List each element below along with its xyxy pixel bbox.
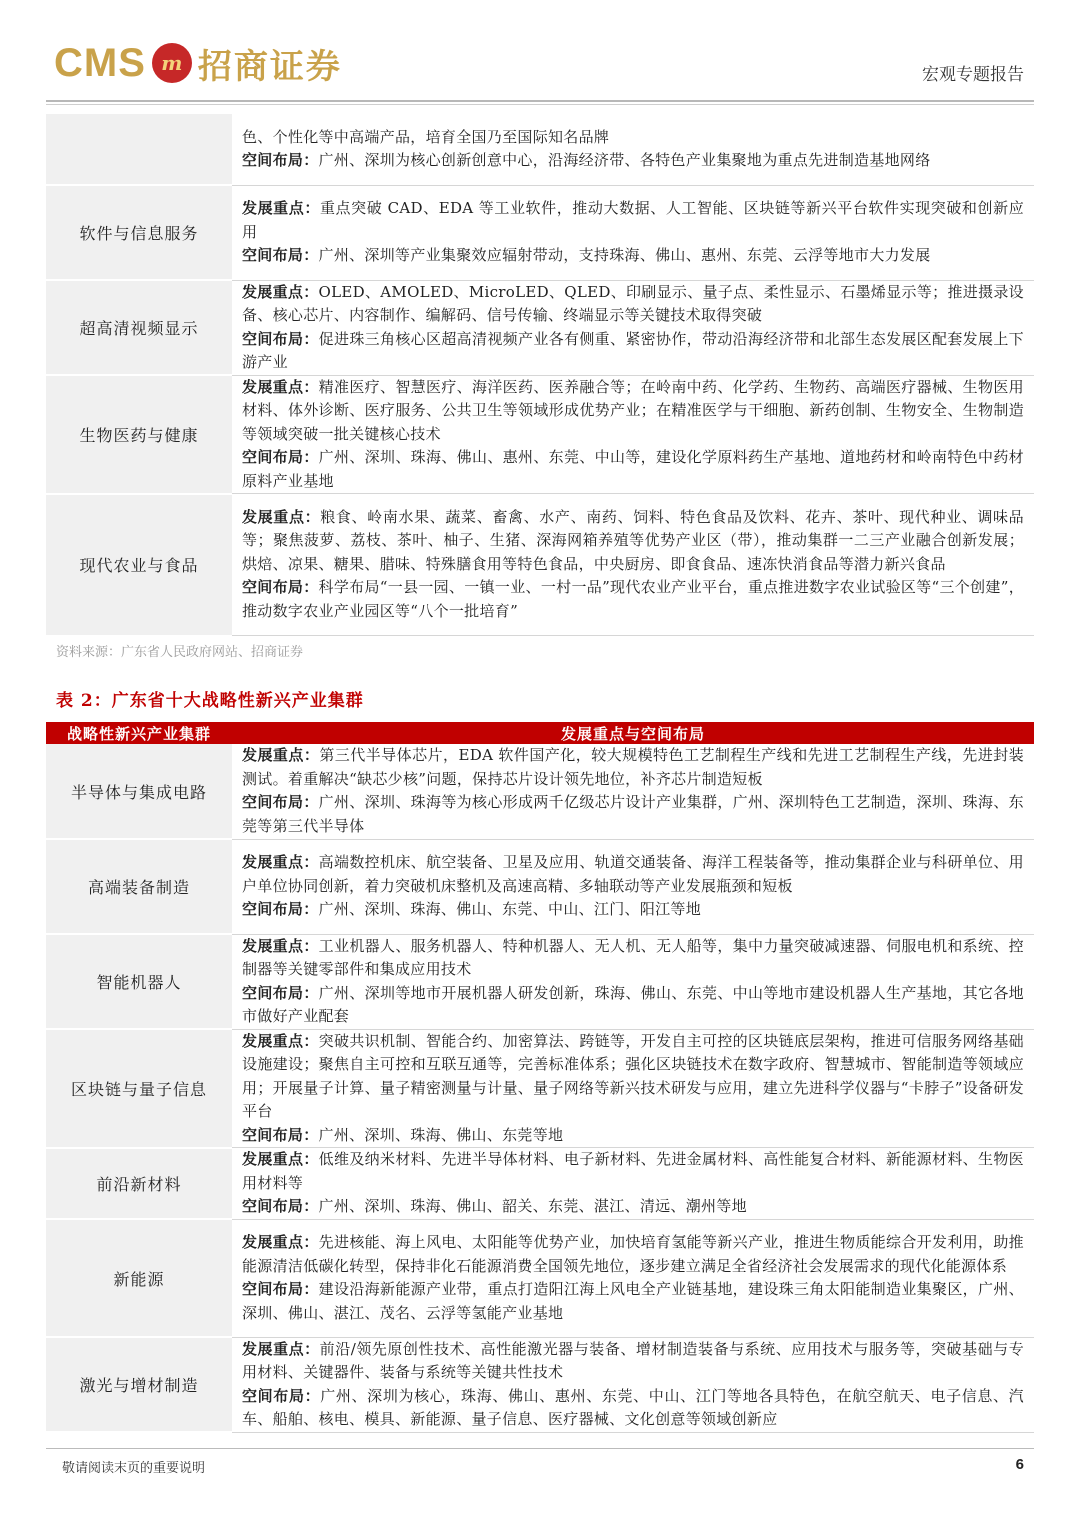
table2-col1-header: 战略性新兴产业集群 [46, 722, 232, 744]
description-paragraph [242, 197, 1024, 244]
paragraph-key: 发展重点： [242, 936, 319, 955]
paragraph-text: 粮食、岭南水果、蔬菜、畜禽、水产、南药、饲料、特色食品及饮料、花卉、茶叶、现代种业、调味品等；聚焦菠萝、荔枝、茶叶、柚子、生猪、深海网箱养殖等优势产业区（带），推动集群一二三产业融合创新发展；烘焙、凉果、糖果、腊味、特殊膳食用等特色食品，中央厨房、即食食品、速冻快消食品等潜力新兴食品 [242, 507, 1024, 573]
development-description [232, 1337, 1034, 1432]
page-header [0, 0, 1080, 112]
description-paragraph [242, 244, 1024, 268]
logo-cms-text: CMS [54, 40, 146, 85]
description-paragraph [242, 744, 1024, 791]
paragraph-key: 空间布局： [242, 1386, 321, 1405]
paragraph-text: 广州、深圳、珠海等为核心形成两千亿级芯片设计产业集群，广州、深圳特色工艺制造，深圳、珠海、东莞等第三代半导体 [242, 793, 1024, 835]
industry-cluster-name: 高端装备制造 [46, 839, 232, 934]
paragraph-text: 前沿/领先原创性技术、高性能激光器与装备、增材制造装备与系统、应用技术与服务等，突破基础与专用材料、关键器件、装备与系统等关键共性技术 [242, 1339, 1024, 1381]
table2-body [46, 744, 1034, 1432]
description-paragraph [242, 281, 1024, 328]
industry-cluster-name: 超高清视频显示 [46, 280, 232, 375]
development-description [232, 1029, 1034, 1148]
table2-header-row [46, 722, 1034, 744]
description-paragraph [242, 328, 1024, 375]
paragraph-key: 发展重点： [242, 282, 319, 301]
paragraph-text: 建设沿海新能源产业带，重点打造阳江海上风电全产业链基地，建设珠三角太阳能制造业集聚区，广州、深圳、佛山、湛江、茂名、云浮等氢能产业基地 [242, 1280, 1024, 1322]
paragraph-key: 空间布局： [242, 329, 319, 348]
description-paragraph [242, 1195, 1024, 1219]
description-paragraph [242, 126, 1024, 150]
logo-chinese-text: 招商证券 [197, 46, 342, 87]
table-row [46, 744, 1034, 839]
table-row [46, 1337, 1034, 1432]
description-paragraph [242, 376, 1024, 447]
description-paragraph [242, 898, 1024, 922]
industry-cluster-name: 软件与信息服务 [46, 185, 232, 280]
paragraph-text: 广州、深圳、珠海、佛山、韶关、东莞、湛江、清远、潮州等地 [318, 1197, 747, 1215]
paragraph-text: 精准医疗、智慧医疗、海洋医药、医养融合等；在岭南中药、化学药、生物药、高端医疗器械、生物医用材料、体外诊断、医疗服务、公共卫生等领域形成优势产业；在精准医学与干细胞、新药创制、生物安全、生物制造等领域突破一批关键核心技术 [242, 377, 1024, 443]
paragraph-key: 发展重点： [242, 1150, 319, 1168]
table2 [46, 722, 1034, 1433]
table1-source: 资料来源：广东省人民政府网站、招商证券 [56, 645, 304, 660]
page-number: 6 [1015, 1456, 1024, 1473]
paragraph-key: 发展重点： [242, 199, 320, 218]
table-row [46, 280, 1034, 375]
description-paragraph [242, 791, 1024, 838]
development-description [232, 934, 1034, 1029]
paragraph-text: 广州、深圳、珠海、佛山、东莞等地 [318, 1125, 564, 1144]
paragraph-text: 广州、深圳等地市开展机器人研发创新，珠海、佛山、东莞、中山等地市建设机器人生产基地，其它各地市做好产业配套 [242, 983, 1024, 1025]
description-paragraph [242, 982, 1024, 1029]
table1-continued [46, 114, 1034, 637]
table1-body [46, 114, 1034, 636]
description-paragraph [242, 506, 1024, 577]
description-paragraph [242, 446, 1024, 493]
paragraph-key: 空间布局： [242, 448, 319, 466]
paragraph-text: 重点突破 CAD、EDA 等工业软件，推动大数据、人工智能、区块链等新兴平台软件实现突破和创新应用 [242, 199, 1024, 241]
table-row [46, 185, 1034, 280]
table-row [46, 494, 1034, 636]
paragraph-key: 空间布局： [242, 983, 319, 1002]
paragraph-text: 工业机器人、服务机器人、特种机器人、无人机、无人船等，集中力量突破减速器、伺服电机和系统、控制器等关键零部件和集成应用技术 [242, 936, 1024, 978]
paragraph-key: 空间布局： [242, 578, 319, 597]
table-row [46, 934, 1034, 1029]
paragraph-text: 促进珠三角核心区超高清视频产业各有侧重、紧密协作，带动沿海经济带和北部生态发展区配套发展上下游产业 [242, 329, 1024, 371]
description-paragraph [242, 1030, 1024, 1124]
development-description [232, 1148, 1034, 1220]
development-description [232, 280, 1034, 375]
table2-col2-header: 发展重点与空间布局 [232, 722, 1034, 744]
paragraph-text: 科学布局“一县一园、一镇一业、一村一品”现代农业产业平台，重点推进数字农业试验区等“三个创建”，推动数字农业产业园区等“八个一批培育” [242, 578, 1024, 620]
development-description [232, 744, 1034, 839]
description-paragraph [242, 935, 1024, 982]
table2-title: 表 2：广东省十大战略性新兴产业集群 [56, 691, 364, 711]
paragraph-key: 空间布局： [242, 1280, 319, 1298]
paragraph-text: OLED、AMOLED、MicroLED、QLED、印刷显示、量子点、柔性显示、石墨烯显示等；推进摄录设备、核心芯片、内容制作、编解码、信号传输、终端显示等关键技术取得突破 [242, 282, 1024, 324]
description-paragraph [242, 1385, 1024, 1432]
development-description [232, 839, 1034, 934]
paragraph-key: 空间布局： [242, 1125, 319, 1144]
description-paragraph [242, 1338, 1024, 1385]
paragraph-text: 广州、深圳、珠海、佛山、惠州、东莞、中山等，建设化学原料药生产基地、道地药材和岭南特色中药材原料产业基地 [242, 448, 1024, 490]
table-row [46, 1148, 1034, 1220]
paragraph-text: 第三代半导体芯片，EDA 软件国产化，较大规模特色工艺制程生产线和先进工艺制程生产线，先进封装测试。着重解决“缺芯少核”问题，保持芯片设计领先地位，补齐芯片制造短板 [242, 746, 1024, 788]
development-description [232, 375, 1034, 494]
logo-badge-icon: m [152, 43, 192, 83]
paragraph-key: 空间布局： [242, 900, 319, 919]
description-paragraph [242, 1231, 1024, 1278]
paragraph-text: 色、个性化等中高端产品，培育全国乃至国际知名品牌 [242, 127, 610, 146]
paragraph-key: 发展重点： [242, 1031, 319, 1050]
footer-divider [46, 1448, 1034, 1449]
header-divider [46, 100, 1034, 102]
description-paragraph [242, 851, 1024, 898]
industry-cluster-name: 生物医药与健康 [46, 375, 232, 494]
industry-cluster-name: 前沿新材料 [46, 1148, 232, 1220]
cms-logo [54, 40, 342, 86]
industry-cluster-name: 智能机器人 [46, 934, 232, 1029]
table-row [46, 1219, 1034, 1337]
paragraph-text: 广州、深圳为核心，珠海、佛山、惠州、东莞、中山、江门等地各具特色，在航空航天、电子信息、汽车、船舶、核电、模具、新能源、量子信息、医疗器械、文化创意等领域创新应 [242, 1386, 1024, 1428]
header-divider-thin [46, 104, 1034, 105]
paragraph-text: 高端数控机床、航空装备、卫星及应用、轨道交通装备、海洋工程装备等，推动集群企业与科研单位、用户单位协同创新，着力突破机床整机及高速高精、多轴联动等产业发展瓶颈和短板 [242, 853, 1024, 895]
description-paragraph [242, 1148, 1024, 1195]
paragraph-key: 发展重点： [242, 507, 321, 526]
paragraph-text: 广州、深圳为核心创新创意中心，沿海经济带、各特色产业集聚地为重点先进制造基地网络 [318, 151, 931, 170]
industry-cluster-name: 区块链与量子信息 [46, 1029, 232, 1148]
paragraph-key: 发展重点： [242, 1233, 319, 1251]
report-type-label: 宏观专题报告 [922, 65, 1024, 85]
footer-note: 敬请阅读末页的重要说明 [62, 1461, 206, 1476]
industry-cluster-name: 半导体与集成电路 [46, 744, 232, 839]
development-description [232, 114, 1034, 185]
table-row [46, 1029, 1034, 1148]
description-paragraph [242, 1124, 1024, 1148]
paragraph-text: 先进核能、海上风电、太阳能等优势产业，加快培育氢能等新兴产业，推进生物质能综合开发利用，助推能源清洁低碳化转型，保持非化石能源消费全国领先地位，逐步建立满足全省经济社会发展需求的现代化能源体系 [242, 1233, 1024, 1275]
industry-cluster-name [46, 114, 232, 185]
table-row [46, 114, 1034, 185]
development-description [232, 1219, 1034, 1337]
description-paragraph [242, 149, 1024, 173]
paragraph-key: 发展重点： [242, 746, 320, 765]
industry-cluster-name: 新能源 [46, 1219, 232, 1337]
paragraph-text: 广州、深圳等产业集聚效应辐射带动，支持珠海、佛山、惠州、东莞、云浮等地市大力发展 [318, 246, 931, 265]
table-row [46, 375, 1034, 494]
paragraph-text: 低维及纳米材料、先进半导体材料、电子新材料、先进金属材料、高性能复合材料、新能源材料、生物医用材料等 [242, 1150, 1024, 1192]
paragraph-key: 发展重点： [242, 377, 319, 396]
paragraph-key: 发展重点： [242, 1339, 320, 1358]
development-description [232, 185, 1034, 280]
paragraph-key: 空间布局： [242, 793, 319, 812]
industry-cluster-name: 现代农业与食品 [46, 494, 232, 636]
paragraph-text: 突破共识机制、智能合约、加密算法、跨链等，开发自主可控的区块链底层架构，推进可信服务网络基础设施建设；聚焦自主可控和互联互通等，完善标准体系；强化区块链技术在数字政府、智慧城市、智能制造等领域应用；开展量子计算、量子精密测量与计量、量子网络等新兴技术研发与应用，建立先进科学仪器与“卡脖子”设备研发平台 [242, 1031, 1024, 1120]
description-paragraph [242, 1278, 1024, 1325]
paragraph-key: 发展重点： [242, 853, 319, 872]
table-row [46, 839, 1034, 934]
paragraph-key: 空间布局： [242, 1197, 319, 1215]
paragraph-key: 空间布局： [242, 151, 319, 170]
paragraph-text: 广州、深圳、珠海、佛山、东莞、中山、江门、阳江等地 [318, 900, 702, 919]
paragraph-key: 空间布局： [242, 246, 319, 265]
development-description [232, 494, 1034, 636]
industry-cluster-name: 激光与增材制造 [46, 1337, 232, 1432]
description-paragraph [242, 576, 1024, 623]
